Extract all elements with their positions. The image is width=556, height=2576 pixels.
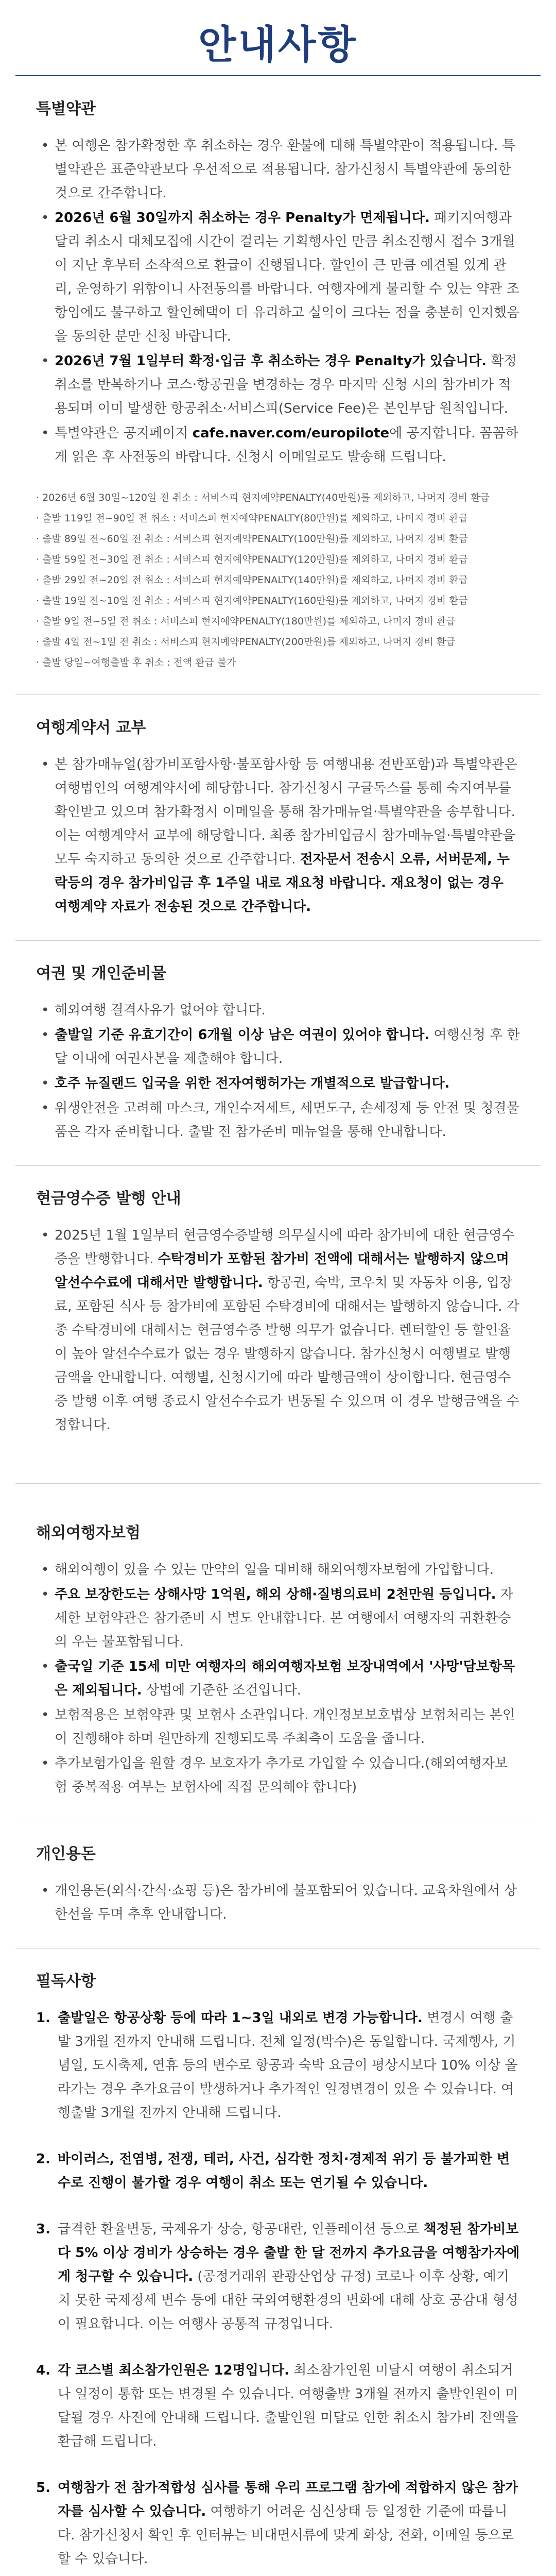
- section-contract: [36, 715, 520, 941]
- community-link[interactable]: cafe.naver.com/europilote: [192, 426, 390, 441]
- bullet-list: [36, 1558, 520, 1799]
- section-passport: [36, 960, 520, 1166]
- list-item: [39, 1558, 520, 1582]
- section-pocket-money: [36, 1841, 520, 1948]
- item-bold: 전자문서 전송시 오류, 서버문제, 누락등의 경우 참가비입금 후 1주일 내로 재요청 바랍니다. 재요청이 없는 경우 여행계약 자료가 전송된 것으로 간주합니다.: [55, 852, 510, 914]
- item-text: 여행신청 후 한 달 이내에 여권사본을 제출해야 합니다.: [55, 1027, 520, 1066]
- item-bold: 바이러스, 전염병, 전쟁, 테러, 사건, 심각한 정치·경제적 위기 등 불가피한 변수로 진행이 불가할 경우 여행이 취소 또는 연기될 수 있습니다.: [58, 2151, 510, 2191]
- item-text: 위생안전을 고려해 마스크, 개인수저세트, 세면도구, 손세정제 등 안전 및 청결물품은 각자 준비합니다. 출발 전 참가준비 매뉴얼을 통해 안내합니다.: [55, 1100, 519, 1140]
- item-number: 5.: [36, 2480, 50, 2496]
- item-bold: 2026년 7월 1일부터 확정·입금 후 취소하는 경우 Penalty가 있습니다.: [55, 353, 487, 369]
- item-bold: 2026년 6월 30일까지 취소하는 경우 Penalty가 면제됩니다.: [55, 210, 430, 226]
- item-text: 자세한 보험약관은 참가준비 시 별도 안내합니다. 본 여행에서 여행자의 귀환환승의 우는 불포함됩니다.: [55, 1587, 513, 1650]
- section-insurance: [36, 1520, 520, 1821]
- item-number: 2.: [36, 2151, 50, 2167]
- item-text: 개인용돈(외식·간식·쇼핑 등)은 참가비에 불포함되어 있습니다. 교육차원에서 상한선을 두며 추후 안내합니다.: [55, 1883, 517, 1922]
- item-bold: 책정된 참가비보다 5% 이상 경비가 상승하는 경우 출발 한 달 전까지 추가요금을 여행참가자에게 청구할 수 있습니다.: [58, 2222, 520, 2284]
- bullet-list: [36, 1224, 520, 1437]
- refund-row: · 출발 9일 전~5일 전 취소 : 서비스피 현지예약PENALTY(180만원)를 제외하고, 나머지 경비 환급: [36, 616, 456, 627]
- refund-row: · 출발 119일 전~90일 전 취소 : 서비스피 현지예약PENALTY(80만원)를 제외하고, 나머지 경비 환급: [36, 513, 468, 524]
- item-number: 4.: [36, 2363, 50, 2378]
- list-item: [39, 1072, 520, 1095]
- list-item: [39, 753, 520, 919]
- item-bold: 출발일 기준 유효기간이 6개월 이상 남은 여권이 있어야 합니다.: [55, 1027, 430, 1043]
- refund-row: · 출발 19일 전~10일 전 취소 : 서비스피 현지예약PENALTY(160만원)를 제외하고, 나머지 경비 환급: [36, 595, 468, 606]
- bullet-list: [36, 1879, 520, 1926]
- section-divider: [15, 694, 541, 695]
- list-item: [39, 1023, 520, 1071]
- item-text: (공정거래위 관광산업상 규정) 코로나 이후 상황, 예기치 못한 국제정세 변수 등에 대한 국외여행환경의 변화에 대해 상호 공감대 형성이 필요합니다. 이는 여행사 공통적 규정입니다.: [58, 2269, 518, 2332]
- refund-row: · 2026년 6월 30일~120일 전 취소 : 서비스피 현지예약PENALTY(40만원)를 제외하고, 나머지 경비 환급: [36, 492, 490, 503]
- item-number: 3.: [36, 2222, 50, 2237]
- section-title: 필독사항: [36, 1972, 96, 1990]
- list-item: [39, 1583, 520, 1654]
- list-item: [39, 1703, 520, 1751]
- list-item: [39, 421, 520, 469]
- numbered-item: [36, 2217, 520, 2336]
- list-item: [39, 998, 520, 1022]
- item-text: 급격한 환율변동, 국제유가 상승, 항공대란, 인플레이션 등으로: [58, 2222, 424, 2237]
- refund-row: · 출발 4일 전~1일 전 취소 : 서비스피 현지예약PENALTY(200만원)를 제외하고, 나머지 경비 환급: [36, 636, 456, 648]
- item-bold: 수탁경비가 포함된 참가비 전액에 대해서는 발행하지 않으며 알선수수료에 대해서만 발행합니다.: [55, 1251, 509, 1291]
- section-title: 여권 및 개인준비물: [36, 964, 166, 982]
- refund-row: · 출발 89일 전~60일 전 취소 : 서비스피 현지예약PENALTY(100만원)를 제외하고, 나머지 경비 환급: [36, 533, 468, 545]
- section-divider: [15, 940, 541, 941]
- item-bold: 호주 뉴질랜드 입국을 위한 전자여행허가는 개별적으로 발급합니다.: [55, 1076, 450, 1091]
- section-must-read: [36, 1968, 520, 2576]
- title-divider: [15, 75, 541, 76]
- section-title: 개인용돈: [36, 1845, 96, 1863]
- item-bold: 여행참가 전 참가적합성 심사를 통해 우리 프로그램 참가에 적합하지 않은 참가자를 심사할 수 있습니다.: [58, 2480, 518, 2519]
- item-text: 본 여행은 참가확정한 후 취소하는 경우 환불에 대해 특별약관이 적용됩니다. 특별약관은 표준약관보다 우선적으로 적용됩니다. 참가신청시 특별약관에 동의한 것으로 간주합니다.: [55, 138, 515, 201]
- numbered-list: [36, 2006, 520, 2576]
- list-item: [39, 134, 520, 205]
- list-item: [39, 349, 520, 420]
- item-text: 2025년 1월 1일부터 현금영수증발행 의무실시에 따라 참가비에 대한 현금영수증을 발행합니다.: [55, 1228, 515, 1267]
- item-text: 특별약관은 공지페이지: [55, 426, 193, 441]
- refund-row: · 출발 29일 전~20일 전 취소 : 서비스피 현지예약PENALTY(140만원)를 제외하고, 나머지 경비 환급: [36, 574, 468, 586]
- section-title: 여행계약서 교부: [36, 719, 146, 737]
- item-bold: 출발일은 항공상황 등에 따라 1~3일 내외로 변경 가능합니다.: [58, 2010, 423, 2026]
- item-text: 해외여행이 있을 수 있는 만약의 일을 대비해 해외여행자보험에 가입합니다.: [55, 1562, 494, 1578]
- item-bold: 각 코스별 최소참가인원은 12명입니다.: [58, 2363, 289, 2378]
- bullet-list: [36, 998, 520, 1144]
- item-text: 항공권, 숙박, 코우치 및 자동차 이용, 입장료, 포함된 식사 등 참가비에 포함된 수탁경비에 대해서는 발행하지 않습니다. 각종 수탁경비에 대해서는 현금영수증 발행 의무가 없습니다. 렌터할인 등 할인율이 높아 알선수수료가 없는 경우 발행하지 않습니다. 참가신청시 여행별로 발행금액을 안내합니다. 여행별, 신청시기에 따라 발행금액이 상이합니다. 현금영수증 발행 이후 여행 종료시 알선수수료가 변동될 수 있으며 이 경우 발행금액을 수정합니다.: [55, 1275, 519, 1433]
- item-text: 패키지여행과 달리 취소시 대체모집에 시간이 걸리는 기획행사인 만큼 취소진행시 접수 3개월이 지난 후부터 소작적으로 환급이 진행됩니다. 할인이 큰 만큼 예견될 있게 관리, 운영하기 위함이니 사전동의를 바랍니다. 여행자에게 불리할 수 있는 약관 조항임에도 불구하고 할인혜택이 더 유리하고 실익이 크다는 점을 충분히 인지했음을 동의한 분만 신청 바랍니다.: [55, 210, 520, 344]
- refund-row: · 출발 59일 전~30일 전 취소 : 서비스피 현지예약PENALTY(120만원)를 제외하고, 나머지 경비 환급: [36, 554, 468, 565]
- list-item: [39, 1096, 520, 1144]
- section-special-terms: [36, 96, 520, 695]
- numbered-item: [36, 2147, 520, 2195]
- refund-schedule: [36, 487, 520, 673]
- item-text: 본 참가매뉴얼(참가비포함사항·불포함사항 등 여행내용 전반포함)과 특별약관은 여행법인의 여행계약서에 해당합니다. 참가신청시 구글독스를 통해 숙지여부를 확인받고 있으며 참가확정시 이메일을 통해 참가매뉴얼·특별약관을 송부합니다. 이는 여행계약서 교부에 해당합니다. 최종 참가비입금시 참가매뉴얼·특별약관을 모두 숙지하고 동의한 것으로 간주합니다.: [55, 757, 517, 867]
- list-item: [39, 1655, 520, 1702]
- numbered-item: [36, 2476, 520, 2571]
- bullet-list: [36, 753, 520, 919]
- item-text: 해외여행 결격사유가 없어야 합니다.: [55, 1003, 266, 1018]
- item-text: 추가보험가입을 원할 경우 보호자가 추가로 가입할 수 있습니다.(해외여행자보험 중복적용 여부는 보험사에 직접 문의해야 합니다): [55, 1756, 508, 1795]
- section-divider: [15, 1165, 541, 1166]
- item-number: 1.: [36, 2010, 50, 2026]
- section-title: 해외여행자보험: [36, 1524, 141, 1542]
- numbered-item: [36, 2359, 520, 2453]
- list-item: [39, 1224, 520, 1437]
- section-title: 특별약관: [36, 100, 96, 118]
- section-divider: [15, 1483, 541, 1484]
- item-bold: 주요 보장한도는 상해사망 1억원, 해외 상해·질병의료비 2천만원 등입니다.: [55, 1587, 496, 1602]
- bullet-list: [36, 134, 520, 469]
- item-text: 에 공지합니다. 꼼꼼하게 읽은 후 사전동의 바랍니다. 신청시 이메일로도 발송해 드립니다.: [55, 426, 519, 465]
- list-item: [39, 206, 520, 348]
- numbered-item: [36, 2006, 520, 2125]
- item-text: 보험적용은 보험약관 및 보험사 소관입니다. 개인정보보호법상 보험처리는 본인이 진행해야 하며 원만하게 진행되도록 주최측이 도움을 줍니다.: [55, 1707, 515, 1747]
- item-bold: 출국일 기준 15세 미만 여행자의 해외여행자보험 보장내역에서 '사망'담보항목은 제외됩니다.: [55, 1659, 515, 1698]
- section-title: 현금영수증 발행 안내: [36, 1190, 181, 1208]
- item-text: 여행하기 어려운 심신상태 등 일정한 기준에 따릅니다. 참가신청서 확인 후 인터뷰는 비대면서류에 맞게 화상, 전화, 이메일 등으로 할 수 있습니다.: [58, 2504, 514, 2567]
- page-title: 안내사항: [198, 22, 358, 67]
- list-item: [39, 1752, 520, 1799]
- item-text: 확정 취소를 반복하거나 코스·항공권을 변경하는 경우 마지막 신청 시의 참가비가 적용되며 이미 발생한 항공취소·서비스피(Service Fee)은 본인부담 원칙입니다.: [55, 353, 517, 416]
- section-cash-receipt: [36, 1185, 520, 1484]
- item-text: 변경시 여행 출발 3개월 전까지 안내해 드립니다. 전체 일정(박수)은 동일합니다. 국제행사, 기념일, 도시축제, 연휴 등의 변수로 항공과 숙박 요금이 평상시보다 10% 이상 올라가는 경우 추가요금이 발생하거나 추가적인 일정변경이 있을 수 있습니다. 여행출발 3개월 전까지 안내해 드립니다.: [58, 2010, 518, 2121]
- item-text: 상법에 기준한 조건입니다.: [142, 1683, 301, 1698]
- list-item: [39, 1879, 520, 1926]
- item-text: 최소참가인원 미달시 여행이 취소되거나 일정이 통합 또는 변경될 수 있습니다. 여행출발 3개월 전까지 출발인원이 미달될 경우 사전에 안내해 드립니다. 출발인원 미달로 인한 취소시 참가비 전액을 환급해 드립니다.: [58, 2363, 518, 2449]
- refund-row: · 출발 당일~여행출발 후 취소 : 전액 환급 불가: [36, 657, 236, 668]
